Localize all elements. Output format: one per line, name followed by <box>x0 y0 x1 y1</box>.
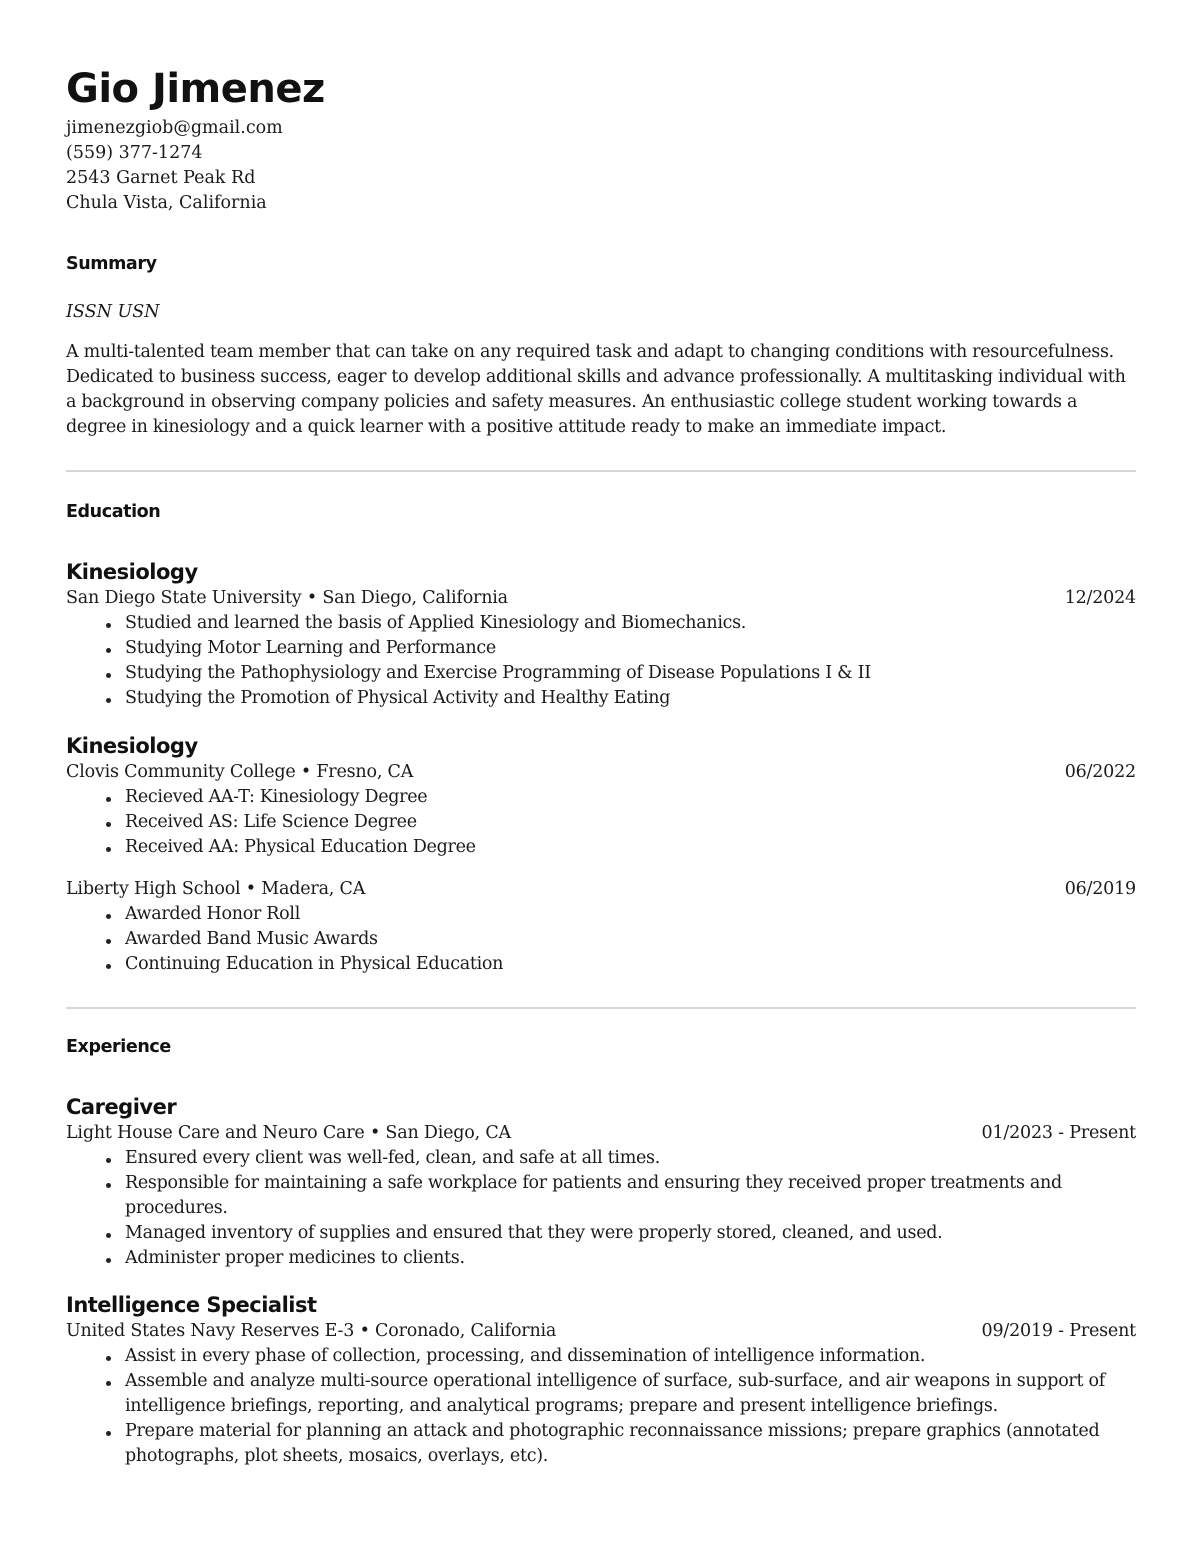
experience-entry-date: 01/2023 - Present <box>981 1123 1136 1143</box>
address-line-1: 2543 Garnet Peak Rd <box>66 168 256 188</box>
bullet-item: Responsible for maintaining a safe workplace for patients and ensuring they received proper treatments and procedures. <box>106 1171 1136 1221</box>
experience-entry-row <box>66 1121 1136 1146</box>
education-entry-date: 06/2019 <box>1064 879 1136 899</box>
bullet-item: Awarded Honor Roll <box>106 902 1136 927</box>
bullet-item: Administer proper medicines to clients. <box>106 1246 1136 1271</box>
education-entry-date: 12/2024 <box>1064 588 1136 608</box>
experience-entry-title: Intelligence Specialist <box>66 1293 317 1317</box>
bullet-item: Received AA: Physical Education Degree <box>106 835 1136 860</box>
bullet-item: Received AS: Life Science Degree <box>106 810 1136 835</box>
experience-heading: Experience <box>66 1037 171 1057</box>
experience-entry-title: Caregiver <box>66 1095 177 1119</box>
experience-entry-org: United States Navy Reserves E-3 • Coronado, California <box>66 1321 557 1341</box>
experience-entry <box>66 1093 1136 1271</box>
experience-bullet-list <box>106 1146 1136 1271</box>
experience-entry <box>66 1291 1136 1469</box>
education-bullet-list <box>106 902 1136 977</box>
experience-entry-org: Light House Care and Neuro Care • San Diego, CA <box>66 1123 511 1143</box>
section-divider <box>66 470 1136 472</box>
bullet-item: Prepare material for planning an attack and photographic reconnaissance missions; prepare graphics (annotated photographs, plot sheets, mosaics, overlays, etc). <box>106 1419 1136 1469</box>
bullet-item: Assist in every phase of collection, processing, and dissemination of intelligence information. <box>106 1344 1136 1369</box>
education-bullet-list <box>106 611 1136 711</box>
candidate-name: Gio Jimenez <box>66 66 325 112</box>
section-divider <box>66 1007 1136 1009</box>
education-entry-row <box>66 586 1136 611</box>
bullet-item: Managed inventory of supplies and ensured that they were properly stored, cleaned, and used. <box>106 1221 1136 1246</box>
summary-subtitle: ISSN USN <box>66 302 160 322</box>
education-bullet-list <box>106 785 1136 860</box>
education-entry <box>66 877 1136 977</box>
address-line-2: Chula Vista, California <box>66 193 267 213</box>
experience-bullet-list <box>106 1344 1136 1469</box>
summary-text: A multi-talented team member that can take on any required task and adapt to changing conditions with resourcefulness. Dedicated to business success, eager to develop additional skills and advance professionally. A multitasking individual with a background in observing company policies and safety measures. An enthusiastic college student working towards a degree in kinesiology and a quick learner with a positive attitude ready to make an immediate impact. <box>66 342 1126 437</box>
bullet-item: Recieved AA-T: Kinesiology Degree <box>106 785 1136 810</box>
bullet-item: Studying Motor Learning and Performance <box>106 636 1136 661</box>
bullet-item: Studied and learned the basis of Applied Kinesiology and Biomechanics. <box>106 611 1136 636</box>
education-entry-date: 06/2022 <box>1064 762 1136 782</box>
email-text: jimenezgiob@gmail.com <box>66 118 283 138</box>
experience-entry-row <box>66 1319 1136 1344</box>
education-entry-org: Clovis Community College • Fresno, CA <box>66 762 414 782</box>
education-entry-org: Liberty High School • Madera, CA <box>66 879 366 899</box>
education-entry-row <box>66 760 1136 785</box>
education-heading: Education <box>66 502 161 522</box>
education-entry-title: Kinesiology <box>66 560 198 584</box>
bullet-item: Ensured every client was well-fed, clean, and safe at all times. <box>106 1146 1136 1171</box>
summary-heading: Summary <box>66 254 157 274</box>
resume-page <box>66 66 1136 1469</box>
bullet-item: Continuing Education in Physical Education <box>106 952 1136 977</box>
education-entry-org: San Diego State University • San Diego, California <box>66 588 508 608</box>
experience-entry-date: 09/2019 - Present <box>981 1321 1136 1341</box>
education-entry <box>66 732 1136 860</box>
education-entry-title: Kinesiology <box>66 734 198 758</box>
bullet-item: Awarded Band Music Awards <box>106 927 1136 952</box>
phone-text: (559) 377-1274 <box>66 143 203 163</box>
education-entry-row <box>66 877 1136 902</box>
bullet-item: Assemble and analyze multi-source operational intelligence of surface, sub-surface, and air weapons in support of intelligence briefings, reporting, and analytical programs; prepare and present intelligence briefings. <box>106 1369 1136 1419</box>
bullet-item: Studying the Pathophysiology and Exercise Programming of Disease Populations I & II <box>106 661 1136 686</box>
contact-info <box>66 116 1136 216</box>
bullet-item: Studying the Promotion of Physical Activity and Healthy Eating <box>106 686 1136 711</box>
education-entry <box>66 558 1136 711</box>
